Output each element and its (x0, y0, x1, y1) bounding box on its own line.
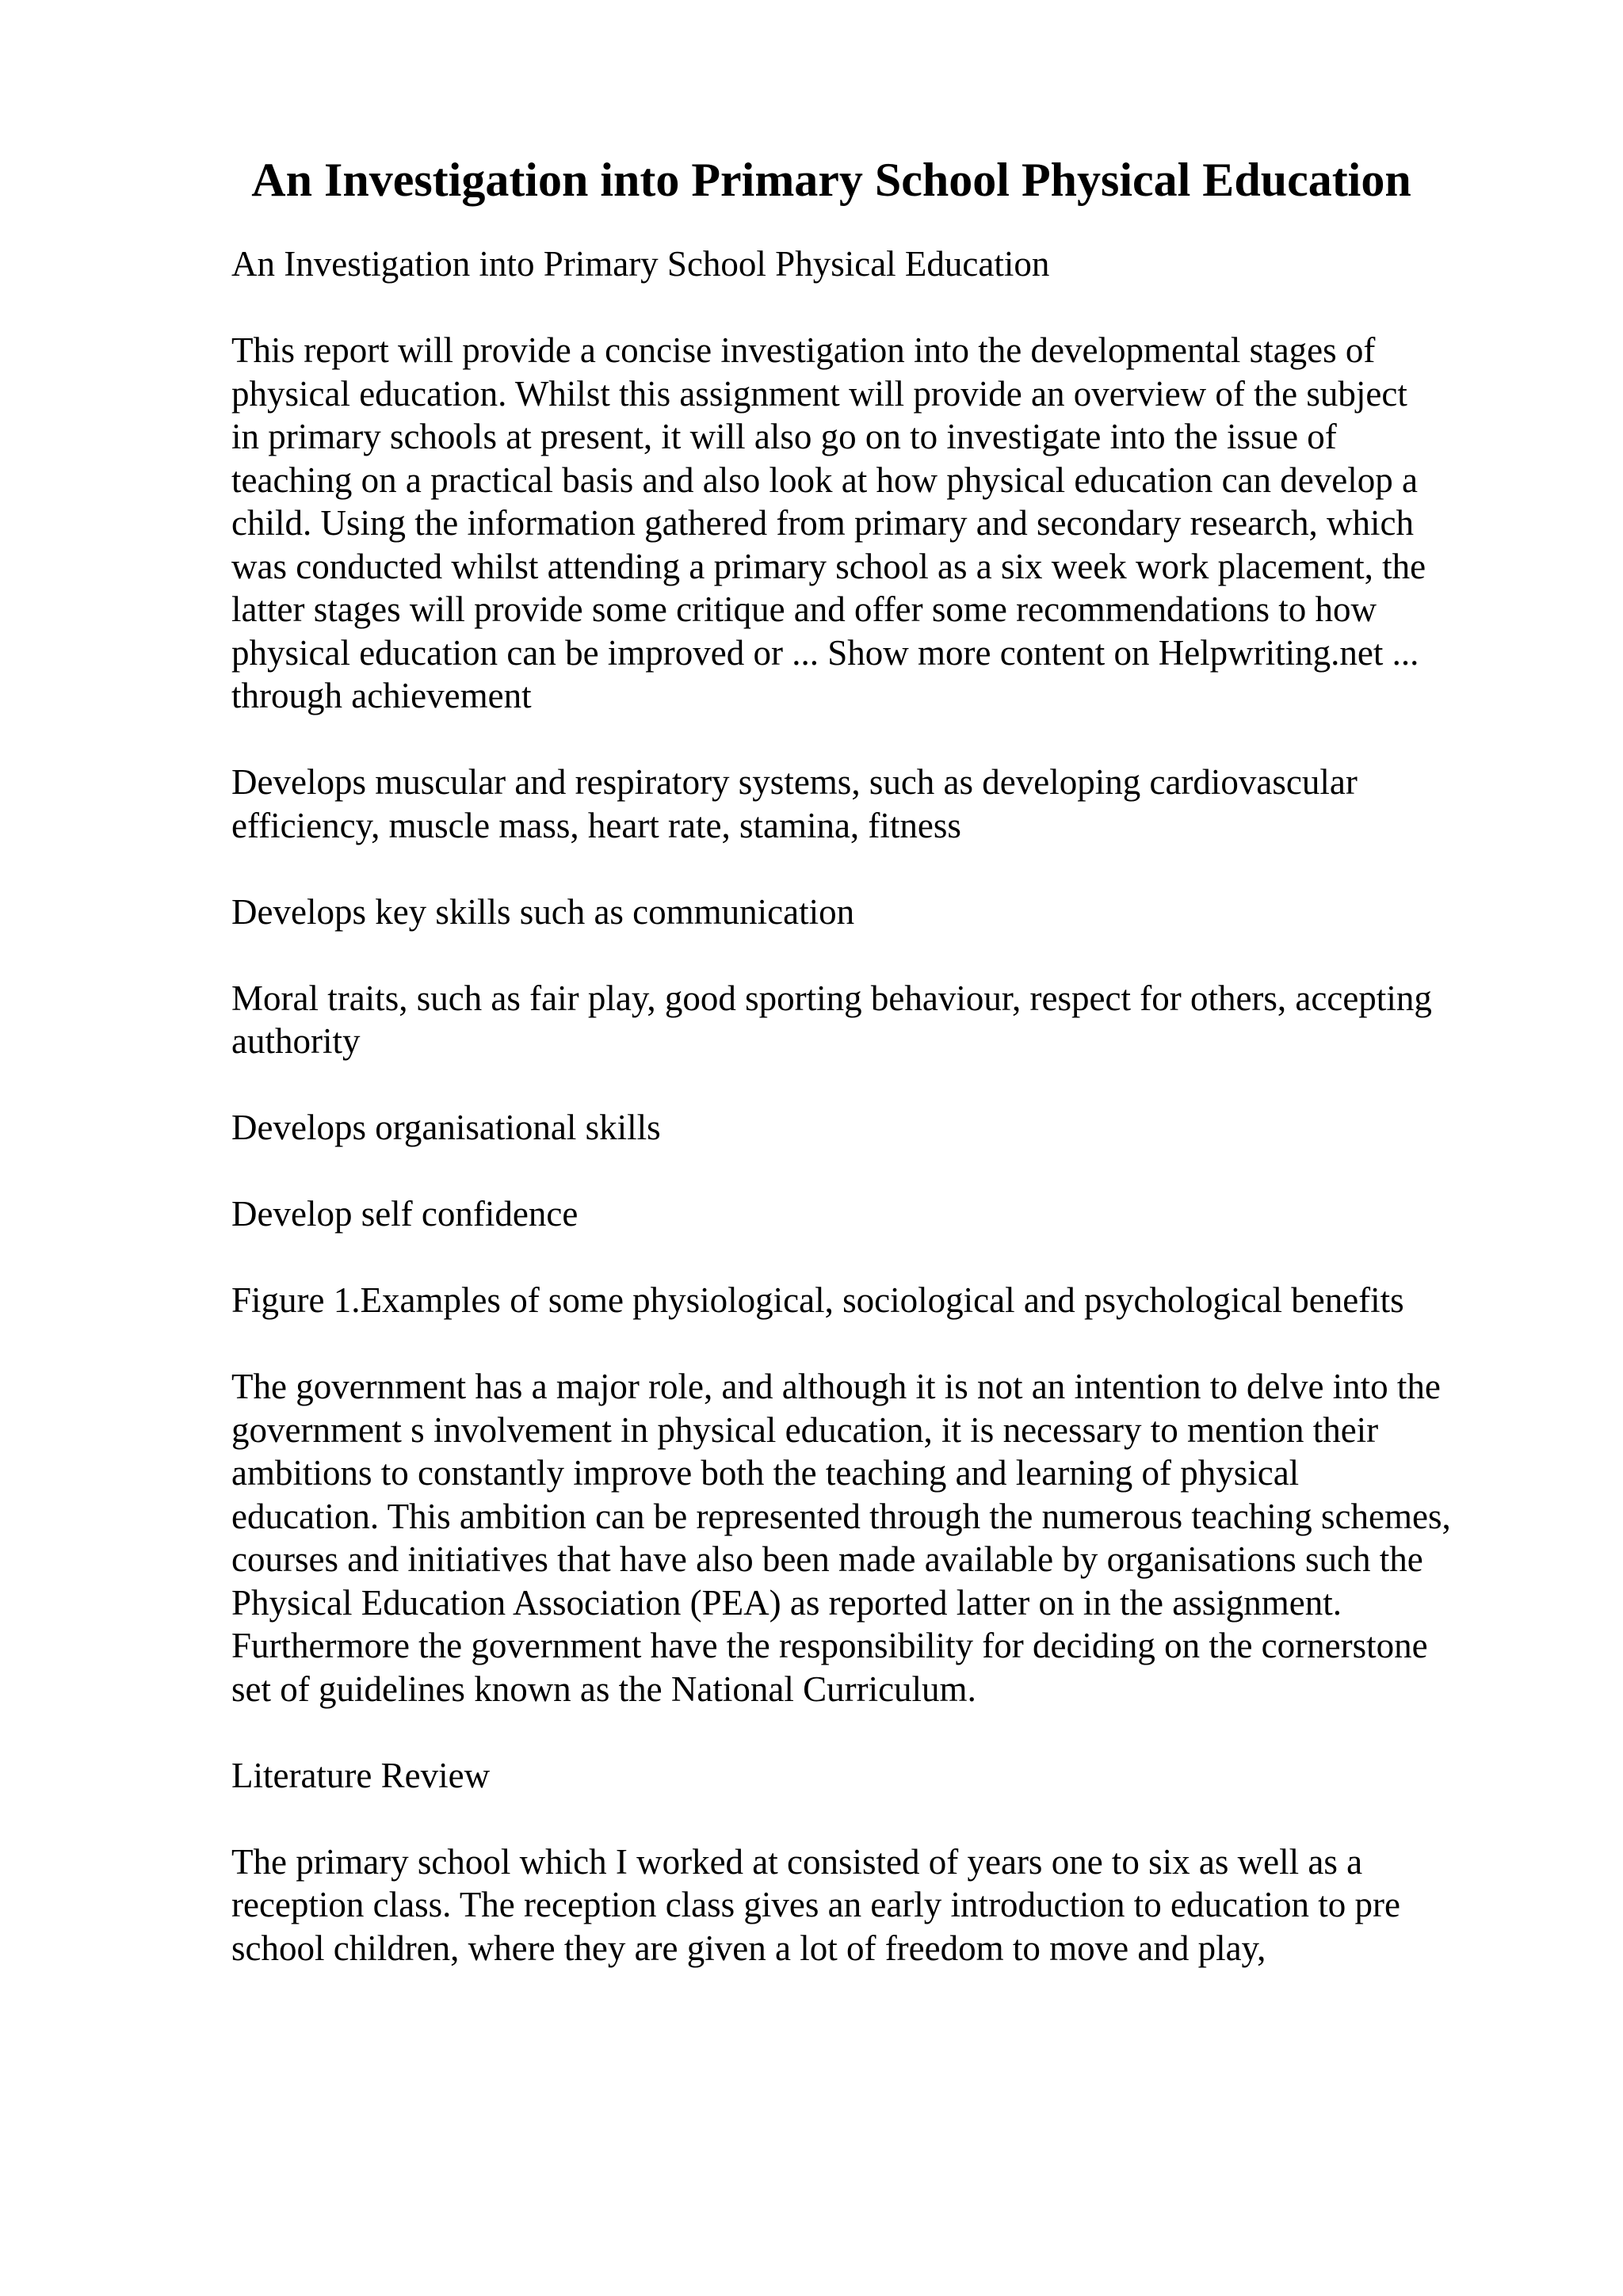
text-line: physical education can be improved or ... Show more content on Helpwriting.net ... (231, 632, 1419, 673)
paragraph (231, 1192, 1515, 1236)
text-line: Furthermore the government have the responsibility for deciding on the cornerstone (231, 1626, 1428, 1665)
text-line: Develops muscular and respiratory systems, such as developing cardiovascular (231, 762, 1358, 802)
paragraph (231, 977, 1515, 1063)
paragraph (231, 1840, 1515, 1970)
text-line: teaching on a practical basis and also look at how physical education can develop a (231, 460, 1418, 500)
text-line: through achievement (231, 676, 532, 715)
text-line: courses and initiatives that have also been made available by organisations such the (231, 1539, 1423, 1579)
text-line: school children, where they are given a lot of freedom to move and play, (231, 1928, 1266, 1968)
text-line: This report will provide a concise investigation into the developmental stages of (231, 330, 1376, 370)
text-line: The primary school which I worked at consisted of years one to six as well as a (231, 1841, 1363, 1882)
text-line: set of guidelines known as the National Curriculum. (231, 1669, 976, 1709)
text-line: physical education. Whilst this assignment will provide an overview of the subject (231, 373, 1407, 414)
text-line: in primary schools at present, it will also go on to investigate into the issue of (231, 417, 1337, 456)
text-line: Develops key skills such as communication (231, 891, 855, 932)
text-line: efficiency, muscle mass, heart rate, stamina, fitness (231, 805, 961, 845)
text-line: Develop self confidence (231, 1194, 579, 1234)
paragraph (231, 1754, 1515, 1798)
paragraph (231, 1279, 1515, 1322)
text-line: Literature Review (231, 1755, 491, 1795)
text-line: reception class. The reception class gives an early introduction to education to pre (231, 1885, 1400, 1924)
text-line: Moral traits, such as fair play, good sporting behaviour, respect for others, accepting (231, 978, 1432, 1018)
paragraph (231, 761, 1515, 847)
text-line: was conducted whilst attending a primary school as a six week work placement, the (231, 546, 1426, 586)
text-line: child. Using the information gathered from primary and secondary research, which (231, 503, 1414, 543)
paragraph (231, 242, 1515, 286)
text-line: education. This ambition can be represented through the numerous teaching schemes, (231, 1496, 1451, 1536)
document-title: An Investigation into Primary School Physical Education (251, 154, 1411, 206)
paragraph (231, 1106, 1515, 1150)
text-line: ambitions to constantly improve both the teaching and learning of physical (231, 1453, 1300, 1493)
paragraph (231, 1365, 1515, 1711)
text-line: An Investigation into Primary School Physical Education (231, 244, 1050, 284)
text-line: government s involvement in physical education, it is necessary to mention their (231, 1409, 1379, 1450)
text-line: Figure 1.Examples of some physiological, sociological and psychological benefits (231, 1280, 1404, 1320)
text-line: Develops organisational skills (231, 1108, 661, 1147)
text-line: authority (231, 1021, 361, 1061)
text-line: The government has a major role, and although it is not an intention to delve into the (231, 1367, 1441, 1406)
paragraph (231, 891, 1515, 934)
paragraph (231, 329, 1515, 718)
document-body (231, 242, 1515, 2013)
text-line: Physical Education Association (PEA) as reported latter on in the assignment. (231, 1582, 1342, 1623)
text-line: latter stages will provide some critique and offer some recommendations to how (231, 589, 1377, 629)
